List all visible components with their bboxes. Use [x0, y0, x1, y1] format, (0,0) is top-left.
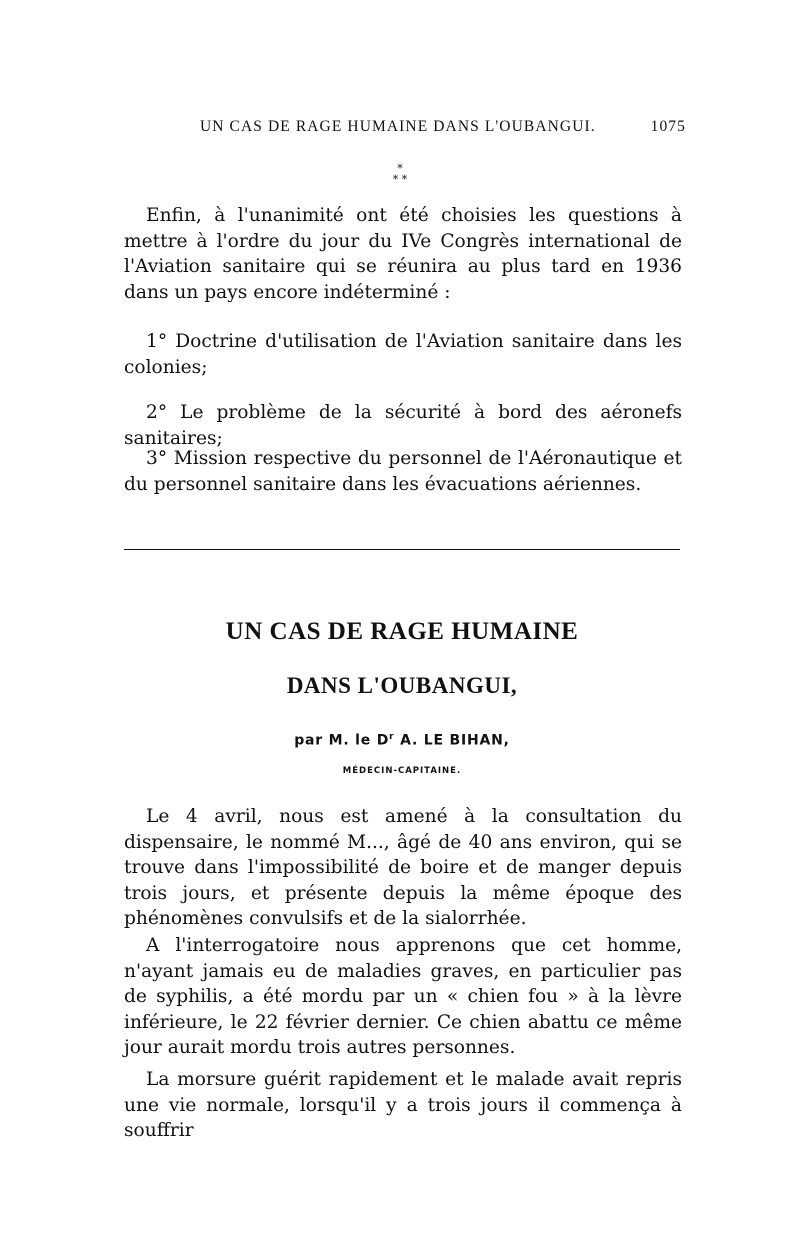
list-item-3: 3° Mission respective du personnel de l'Aéronautique et du personnel sanitaire dans les évacuations aériennes.: [124, 448, 682, 495]
running-head-title: UN CAS DE RAGE HUMAINE DANS L'OUBANGUI.: [200, 118, 596, 135]
body-paragraph-2: A l'interrogatoire nous apprenons que cet homme, n'ayant jamais eu de maladies graves, en particulier pas de syphilis, a été mordu par un « chien fou » à la lèvre inférieure, le 22 février dernier. Ce chien abattu ce même jour aurait mordu trois autres personnes.: [124, 935, 682, 1058]
article-title-line-1: UN CAS DE RAGE HUMAINE: [225, 618, 579, 645]
author-rank: MÉDECIN-CAPITAINE.: [342, 766, 462, 776]
list-item-2: 2° Le problème de la sécurité à bord des aéronefs sanitaires;: [124, 402, 682, 449]
page-number: 1075: [650, 118, 686, 135]
body-paragraph-1: Le 4 avril, nous est amené à la consultation du dispensaire, le nommé M..., âgé de 40 ans environ, qui se trouve dans l'impossibilité de boire et de manger depuis trois jours, et présente depuis la même époque des phénomènes convulsifs et de la sialorrhée.: [124, 806, 682, 929]
body-paragraph-3: La morsure guérit rapidement et le malade avait repris une vie normale, lorsqu'il y a trois jours il commença à souffrir: [124, 1069, 682, 1141]
asterism-top: *: [397, 162, 403, 175]
author-name: A. LE BIHAN,: [394, 732, 510, 749]
asterism-divider: [380, 163, 420, 193]
author-byline: [124, 732, 680, 749]
byline-superscript: r: [389, 732, 395, 742]
list-item-1: 1° Doctrine d'utilisation de l'Aviation sanitaire dans les colonies;: [124, 331, 682, 378]
section-divider: [124, 549, 680, 550]
asterism-bottom: * *: [392, 173, 408, 186]
byline-prefix: par M. le D: [294, 732, 390, 749]
intro-paragraph: Enfin, à l'unanimité ont été choisies les questions à mettre à l'ordre du jour du IVe Congrès international de l'Aviation sanitaire qui se réunira au plus tard en 1936 dans un pays encore indéterminé :: [124, 205, 682, 303]
article-title-line-2: DANS L'OUBANGUI,: [286, 673, 518, 698]
running-head: [200, 118, 686, 138]
